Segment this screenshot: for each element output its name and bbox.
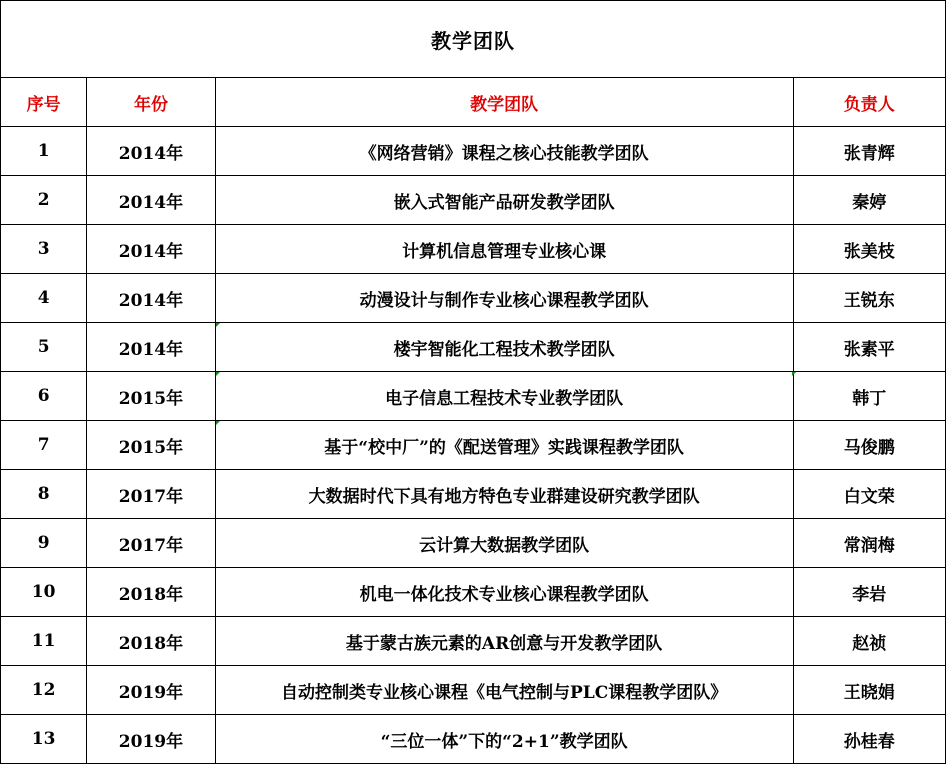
cell-year[interactable]: 2014年: [87, 323, 215, 372]
cell-team[interactable]: 机电一体化技术专业核心课程教学团队: [215, 568, 793, 617]
cell-leader[interactable]: 孙桂春: [793, 715, 946, 764]
cell-team[interactable]: 《网络营销》课程之核心技能教学团队: [215, 127, 793, 176]
cell-indicator-mark: [216, 372, 220, 376]
cell-no[interactable]: 12: [1, 666, 87, 715]
cell-team[interactable]: “三位一体”下的“2+1”教学团队: [215, 715, 793, 764]
cell-team[interactable]: 基于“校中厂”的《配送管理》实践课程教学团队: [215, 421, 793, 470]
header-team[interactable]: 教学团队: [215, 78, 793, 127]
cell-year[interactable]: 2017年: [87, 519, 215, 568]
table-row: [1, 372, 946, 421]
cell-leader[interactable]: 王锐东: [793, 274, 946, 323]
cell-year[interactable]: 2019年: [87, 666, 215, 715]
cell-year[interactable]: 2018年: [87, 617, 215, 666]
cell-no[interactable]: 8: [1, 470, 87, 519]
table-row: [1, 274, 946, 323]
table-row: [1, 323, 946, 372]
cell-team[interactable]: 自动控制类专业核心课程《电气控制与PLC课程教学团队》: [215, 666, 793, 715]
cell-team[interactable]: 电子信息工程技术专业教学团队: [215, 372, 793, 421]
sheet-title: 教学团队: [0, 0, 946, 77]
table-row: [1, 617, 946, 666]
cell-no[interactable]: 2: [1, 176, 87, 225]
cell-year[interactable]: 2015年: [87, 372, 215, 421]
cell-no[interactable]: 3: [1, 225, 87, 274]
cell-team[interactable]: 云计算大数据教学团队: [215, 519, 793, 568]
header-year[interactable]: 年份: [87, 78, 215, 127]
cell-leader[interactable]: 马俊鹏: [793, 421, 946, 470]
cell-leader[interactable]: 韩丁: [793, 372, 946, 421]
table-row: [1, 225, 946, 274]
cell-year[interactable]: 2014年: [87, 176, 215, 225]
cell-no[interactable]: 10: [1, 568, 87, 617]
cell-no[interactable]: 9: [1, 519, 87, 568]
cell-team[interactable]: 计算机信息管理专业核心课: [215, 225, 793, 274]
table-row: [1, 666, 946, 715]
cell-no[interactable]: 4: [1, 274, 87, 323]
cell-indicator-mark: [216, 323, 220, 327]
cell-year[interactable]: 2014年: [87, 274, 215, 323]
cell-leader[interactable]: 张青辉: [793, 127, 946, 176]
cell-year[interactable]: 2018年: [87, 568, 215, 617]
table-row: [1, 519, 946, 568]
header-no[interactable]: 序号: [1, 78, 87, 127]
cell-leader[interactable]: 王晓娟: [793, 666, 946, 715]
cell-no[interactable]: 11: [1, 617, 87, 666]
cell-leader[interactable]: 秦婷: [793, 176, 946, 225]
cell-team[interactable]: 楼宇智能化工程技术教学团队: [215, 323, 793, 372]
cell-indicator-mark: [792, 372, 796, 376]
cell-year[interactable]: 2015年: [87, 421, 215, 470]
table-row: [1, 715, 946, 764]
cell-leader[interactable]: 张美枝: [793, 225, 946, 274]
cell-team[interactable]: 基于蒙古族元素的AR创意与开发教学团队: [215, 617, 793, 666]
header-leader[interactable]: 负责人: [793, 78, 946, 127]
table-row: [1, 568, 946, 617]
cell-leader[interactable]: 张素平: [793, 323, 946, 372]
table-row: [1, 127, 946, 176]
header-row: [1, 78, 946, 127]
cell-leader[interactable]: 李岩: [793, 568, 946, 617]
teaching-team-table: [0, 77, 946, 764]
cell-no[interactable]: 13: [1, 715, 87, 764]
cell-no[interactable]: 1: [1, 127, 87, 176]
cell-leader[interactable]: 赵祯: [793, 617, 946, 666]
table-row: [1, 176, 946, 225]
cell-no[interactable]: 6: [1, 372, 87, 421]
cell-team[interactable]: 大数据时代下具有地方特色专业群建设研究教学团队: [215, 470, 793, 519]
cell-team[interactable]: 动漫设计与制作专业核心课程教学团队: [215, 274, 793, 323]
cell-team[interactable]: 嵌入式智能产品研发教学团队: [215, 176, 793, 225]
cell-no[interactable]: 5: [1, 323, 87, 372]
cell-leader[interactable]: 常润梅: [793, 519, 946, 568]
cell-leader[interactable]: 白文荣: [793, 470, 946, 519]
cell-year[interactable]: 2019年: [87, 715, 215, 764]
table-row: [1, 470, 946, 519]
cell-no[interactable]: 7: [1, 421, 87, 470]
cell-indicator-mark: [216, 421, 220, 425]
table-row: [1, 421, 946, 470]
cell-year[interactable]: 2017年: [87, 470, 215, 519]
cell-year[interactable]: 2014年: [87, 127, 215, 176]
cell-year[interactable]: 2014年: [87, 225, 215, 274]
